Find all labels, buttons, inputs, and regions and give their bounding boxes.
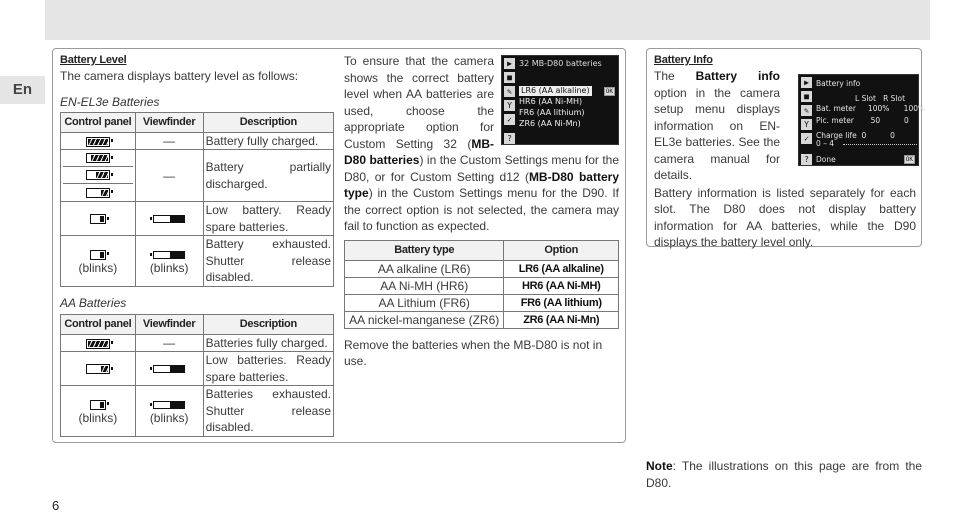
table-row: AA alkaline (LR6) LR6 (AA alkaline) bbox=[345, 260, 619, 277]
check-icon: ✓ bbox=[504, 114, 515, 125]
battery-type-table bbox=[344, 240, 619, 329]
header-viewfinder: Viewfinder bbox=[135, 112, 203, 132]
bat-meter-row: Bat. meter 100% 100% bbox=[816, 104, 926, 113]
header-viewfinder: Viewfinder bbox=[135, 314, 203, 334]
battery-info-slot-text: Battery information is listed separately for each slot. The D80 does not display battery information for AA batteries, while the D90 displays the battery level only. bbox=[654, 185, 916, 249]
camera-icon: ■ bbox=[801, 91, 812, 102]
table-row: AA nickel-manganese (ZR6) ZR6 (AA Ni-Mn) bbox=[345, 311, 619, 328]
header-band bbox=[45, 0, 930, 40]
ok-icon: OK bbox=[905, 156, 913, 163]
play-icon: ▶ bbox=[801, 77, 812, 88]
battery-level-intro: The camera displays battery level as follows: bbox=[60, 69, 299, 83]
battery-level-section bbox=[60, 54, 334, 437]
pencil-icon: ✎ bbox=[801, 105, 812, 116]
illustration-note: Note: The illustrations on this page are from the D80. bbox=[646, 459, 922, 490]
table-row bbox=[61, 352, 334, 386]
viewfinder-low-battery-icon bbox=[135, 202, 203, 236]
row-description: Low batteries. Ready spare batteries. bbox=[203, 352, 333, 386]
quarter-battery-icon bbox=[63, 184, 133, 201]
slot-columns: L Slot R Slot bbox=[855, 94, 906, 103]
blinks-label: (blinks) bbox=[78, 260, 118, 275]
mb-d80-section bbox=[344, 53, 619, 370]
full-battery-icon bbox=[61, 132, 136, 150]
half-battery-icon bbox=[63, 167, 133, 184]
row-description: Battery fully charged. bbox=[203, 132, 333, 150]
table-row bbox=[61, 150, 334, 202]
header-battery-type: Battery type bbox=[345, 240, 504, 260]
viewfinder-exhausted-icon bbox=[153, 401, 185, 409]
check-icon: ✓ bbox=[801, 133, 812, 144]
battery-info-desc: The Battery info option in the camera setup menu displays information on EN-EL3e batteries. See the camera manual for details. bbox=[654, 69, 780, 182]
charge-life-row: Charge life 0 0 bbox=[816, 131, 895, 140]
battery-info-panel bbox=[646, 48, 926, 249]
camera-icon: ■ bbox=[504, 72, 515, 83]
language-tab: En bbox=[0, 76, 45, 104]
table-row bbox=[61, 236, 334, 287]
blinks-label: (blinks) bbox=[149, 260, 189, 275]
el3e-table bbox=[60, 112, 334, 287]
low-battery-icon bbox=[61, 202, 136, 236]
battery-level-panel bbox=[52, 48, 626, 443]
mb-d80-menu-screen bbox=[501, 55, 619, 145]
lcd-option: FR6 (AA lithium) bbox=[519, 108, 585, 117]
lcd-option: ZR6 (AA Ni-Mn) bbox=[519, 119, 581, 128]
lcd-option: LR6 (AA alkaline) bbox=[521, 86, 590, 95]
table-row: AA Lithium (FR6) FR6 (AA lithium) bbox=[345, 294, 619, 311]
help-icon: ? bbox=[504, 133, 515, 144]
row-description: Batteries fully charged. bbox=[203, 334, 333, 352]
charge-scale: 0 – 4 bbox=[816, 139, 835, 148]
table-row bbox=[61, 386, 334, 437]
ok-icon: OK bbox=[605, 88, 613, 95]
wrench-icon: Y bbox=[504, 100, 515, 111]
row-description: Low battery. Ready spare batteries. bbox=[203, 202, 333, 236]
viewfinder-low-battery-icon bbox=[135, 352, 203, 386]
header-control-panel: Control panel bbox=[61, 314, 136, 334]
aa-table bbox=[60, 314, 334, 437]
exhausted-battery-icon bbox=[90, 250, 106, 260]
remove-batteries-text: Remove the batteries when the MB-D80 is not in use. bbox=[344, 337, 603, 368]
dash-text: — bbox=[135, 132, 203, 150]
aa-heading: AA Batteries bbox=[60, 295, 127, 310]
header-control-panel: Control panel bbox=[61, 112, 136, 132]
done-label: Done bbox=[816, 155, 836, 164]
table-row bbox=[61, 202, 334, 236]
header-description: Description bbox=[203, 314, 333, 334]
lcd-title: Battery info bbox=[816, 79, 861, 88]
header-description: Description bbox=[203, 112, 333, 132]
lcd-option: HR6 (AA Ni-MH) bbox=[519, 97, 583, 106]
battery-info-screen bbox=[798, 74, 926, 166]
play-icon: ▶ bbox=[504, 58, 515, 69]
full-battery-icon bbox=[61, 334, 136, 352]
battery-level-title: Battery Level bbox=[60, 54, 127, 66]
blinks-label: (blinks) bbox=[149, 410, 189, 425]
viewfinder-exhausted-icon bbox=[153, 251, 185, 259]
el3e-heading: EN-EL3e Batteries bbox=[60, 94, 160, 109]
table-row bbox=[61, 334, 334, 352]
charge-life-gauge bbox=[843, 144, 917, 148]
row-description: Battery exhausted. Shutter release disabled. bbox=[203, 236, 333, 287]
help-icon: ? bbox=[801, 154, 812, 165]
wrench-icon: Y bbox=[801, 119, 812, 130]
table-row bbox=[61, 132, 334, 150]
exhausted-battery-icon bbox=[90, 400, 106, 410]
row-description: Batteries exhausted. Shutter release disabled. bbox=[203, 386, 333, 437]
pencil-icon: ✎ bbox=[504, 86, 515, 97]
page-number: 6 bbox=[52, 498, 60, 513]
dash-text: — bbox=[135, 334, 203, 352]
blinks-label: (blinks) bbox=[78, 410, 118, 425]
low-battery-icon bbox=[61, 352, 136, 386]
lcd-title: 32 MB-D80 batteries bbox=[519, 59, 602, 68]
battery-info-title: Battery Info bbox=[654, 54, 713, 66]
mb-d80-intro: To ensure that the camera shows the correct battery level when AA batteries are used, choose the appropriate option for Custom Setting 32 (MB-D80 batteries) in the Custom Settings menu for the D80, or for Custom Setting d12 (MB-D80 battery type) in the Custom Settings menu for the D90. If the correct option is not selected, the camera may fail to function as expected. bbox=[344, 54, 619, 233]
dash-text: — bbox=[135, 150, 203, 202]
header-option: Option bbox=[504, 240, 619, 260]
three-quarter-battery-icon bbox=[63, 150, 133, 167]
row-description: Battery partially discharged. bbox=[203, 150, 333, 202]
table-row: AA Ni-MH (HR6) HR6 (AA Ni-MH) bbox=[345, 277, 619, 294]
pic-meter-row: Pic. meter 50 0 bbox=[816, 116, 909, 125]
